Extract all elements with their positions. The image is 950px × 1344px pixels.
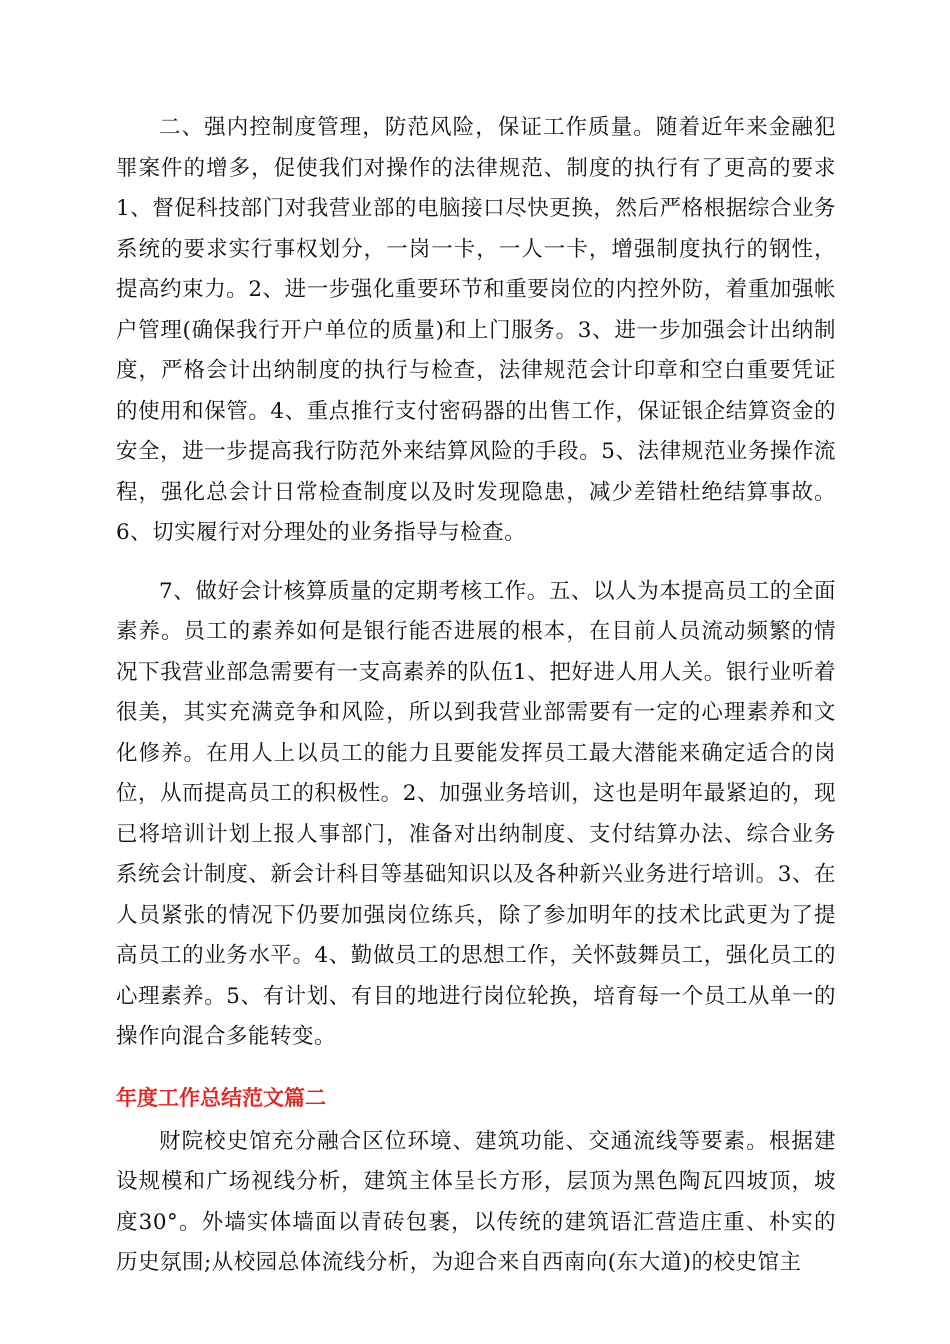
paragraph-internal-control: 二、强内控制度管理，防范风险，保证工作质量。随着近年来金融犯罪案件的增多，促使我们对操作的法律规范、制度的执行有了更高的要求1、督促科技部门对我营业部的电脑接口尽快更换，然后严格根据综合业务系统的要求实行事权划分，一岗一卡，一人一卡，增强制度执行的钢性，提高约束力。2、进一步强化重要环节和重要岗位的内控外防，着重加强帐户管理(确保我行开户单位的质量)和上门服务。3、进一步加强会计出纳制度，严格会计出纳制度的执行与检查，法律规范会计印章和空白重要凭证的使用和保管。4、重点推行支付密码器的出售工作，保证银企结算资金的安全，进一步提高我行防范外来结算风险的手段。5、法律规范业务操作流程，强化总会计日常检查制度以及时发现隐患，减少差错杜绝结算事故。6、切实履行对分理处的业务指导与检查。: [116, 115, 836, 545]
section-heading: 年度工作总结范文篇二: [116, 1085, 326, 1110]
document-page: [116, 108, 836, 1284]
paragraph-history-museum: 财院校史馆充分融合区位环境、建筑功能、交通流线等要素。根据建设规模和广场视线分析，建筑主体呈长方形，层顶为黑色陶瓦四坡顶，坡度30°。外墙实体墙面以青砖包裹，以传统的建筑语汇营造庄重、朴实的历史氛围;从校园总体流线分析，为迎合来自西南向(东大道)的校史馆主: [116, 1128, 836, 1275]
paragraph-staff-quality: 7、做好会计核算质量的定期考核工作。五、以人为本提高员工的全面素养。员工的素养如何是银行能否进展的根本，在目前人员流动频繁的情况下我营业部急需要有一支高素养的队伍1、把好进人用人关。银行业听着很美，其实充满竞争和风险，所以到我营业部需要有一定的心理素养和文化修养。在用人上以员工的能力且要能发挥员工最大潜能来确定适合的岗位，从而提高员工的积极性。2、加强业务培训，这也是明年最紧迫的，现已将培训计划上报人事部门，准备对出纳制度、支付结算办法、综合业务系统会计制度、新会计科目等基础知识以及各种新兴业务进行培训。3、在人员紧张的情况下仍要加强岗位练兵，除了参加明年的技术比武更为了提高员工的业务水平。4、勤做员工的思想工作，关怀鼓舞员工，强化员工的心理素养。5、有计划、有目的地进行岗位轮换，培育每一个员工从单一的操作向混合多能转变。: [116, 578, 836, 1049]
